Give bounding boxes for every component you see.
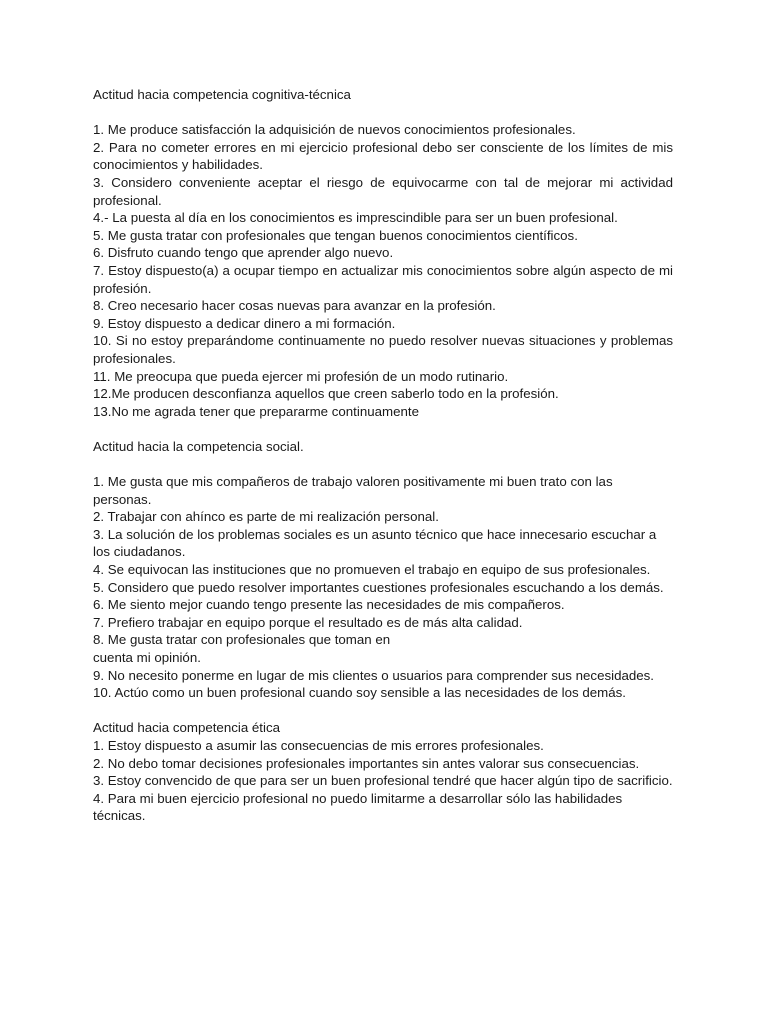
list-item: 8. Creo necesario hacer cosas nuevas para avanzar en la profesión. bbox=[93, 298, 496, 314]
section-gap bbox=[93, 420, 673, 438]
section-title: Actitud hacia la competencia social. bbox=[93, 438, 304, 454]
list-item: cuenta mi opinión. bbox=[93, 650, 201, 665]
list-item: 1. Me produce satisfacción la adquisición de nuevos conocimientos profesionales. bbox=[93, 122, 576, 138]
list-item: 5. Considero que puedo resolver importantes cuestiones profesionales escuchando a los demás. bbox=[93, 579, 664, 595]
list-item: 7. Prefiero trabajar en equipo porque el resultado es de más alta calidad. bbox=[93, 614, 523, 630]
list-item: 10. Actúo como un buen profesional cuando soy sensible a las necesidades de los demás. bbox=[93, 685, 626, 701]
paragraph-gap bbox=[93, 455, 673, 473]
list-item: 3. Estoy convencido de que para ser un buen profesional tendré que hacer algún tipo de sacrificio. bbox=[93, 773, 673, 789]
section-cognitive-technical bbox=[93, 86, 673, 420]
list-item: 4. Se equivocan las instituciones que no promueven el trabajo en equipo de sus profesionales. bbox=[93, 562, 651, 578]
list-item: 2. Trabajar con ahínco es parte de mi realización personal. bbox=[93, 509, 439, 525]
list-item: 3. La solución de los problemas sociales es un asunto técnico que hace innecesario escuchar a los ciudadanos. bbox=[93, 526, 657, 560]
list-item: 9. No necesito ponerme en lugar de mis clientes o usuarios para comprender sus necesidades. bbox=[93, 667, 654, 683]
list-item: 2. No debo tomar decisiones profesionales importantes sin antes valorar sus consecuencias. bbox=[93, 755, 640, 771]
list-item: 6. Me siento mejor cuando tengo presente las necesidades de mis compañeros. bbox=[93, 597, 565, 613]
list-item: 2. Para no cometer errores en mi ejercicio profesional debo ser consciente de los límites de mis conocimientos y habilidades. bbox=[93, 139, 673, 173]
paragraph-gap bbox=[93, 104, 673, 122]
list-item: 5. Me gusta tratar con profesionales que tengan buenos conocimientos científicos. bbox=[93, 227, 578, 243]
list-item: 4. Para mi buen ejercicio profesional no puedo limitarme a desarrollar sólo las habilidades técnicas. bbox=[93, 790, 623, 824]
section-social bbox=[93, 438, 673, 702]
section-gap bbox=[93, 702, 673, 720]
document-body bbox=[93, 86, 673, 825]
list-item: 6. Disfruto cuando tengo que aprender algo nuevo. bbox=[93, 245, 394, 261]
section-title: Actitud hacia competencia ética bbox=[93, 720, 281, 736]
list-item: 1. Me gusta que mis compañeros de trabajo valoren positivamente mi buen trato con las personas. bbox=[93, 474, 613, 507]
section-title: Actitud hacia competencia cognitiva-técnica bbox=[93, 87, 351, 102]
list-item: 7. Estoy dispuesto(a) a ocupar tiempo en actualizar mis conocimientos sobre algún aspecto de mi profesión. bbox=[93, 262, 673, 296]
list-item: 3. Considero conveniente aceptar el riesgo de equivocarme con tal de mejorar mi actividad profesional. bbox=[93, 174, 673, 208]
list-item: 8. Me gusta tratar con profesionales que toman en bbox=[93, 632, 391, 648]
list-item: 11. Me preocupa que pueda ejercer mi profesión de un modo rutinario. bbox=[93, 368, 509, 384]
list-item: 13.No me agrada tener que prepararme continuamente bbox=[93, 403, 419, 419]
section-ethical bbox=[93, 719, 673, 825]
list-item: 4.- La puesta al día en los conocimientos es imprescindible para ser un buen profesional. bbox=[93, 210, 618, 226]
list-item: 1. Estoy dispuesto a asumir las consecuencias de mis errores profesionales. bbox=[93, 737, 544, 753]
list-item: 9. Estoy dispuesto a dedicar dinero a mi formación. bbox=[93, 315, 396, 331]
list-item: 10. Si no estoy preparándome continuamente no puedo resolver nuevas situaciones y problemas profesionales. bbox=[93, 333, 673, 366]
list-item: 12.Me producen desconfianza aquellos que creen saberlo todo en la profesión. bbox=[93, 386, 559, 402]
